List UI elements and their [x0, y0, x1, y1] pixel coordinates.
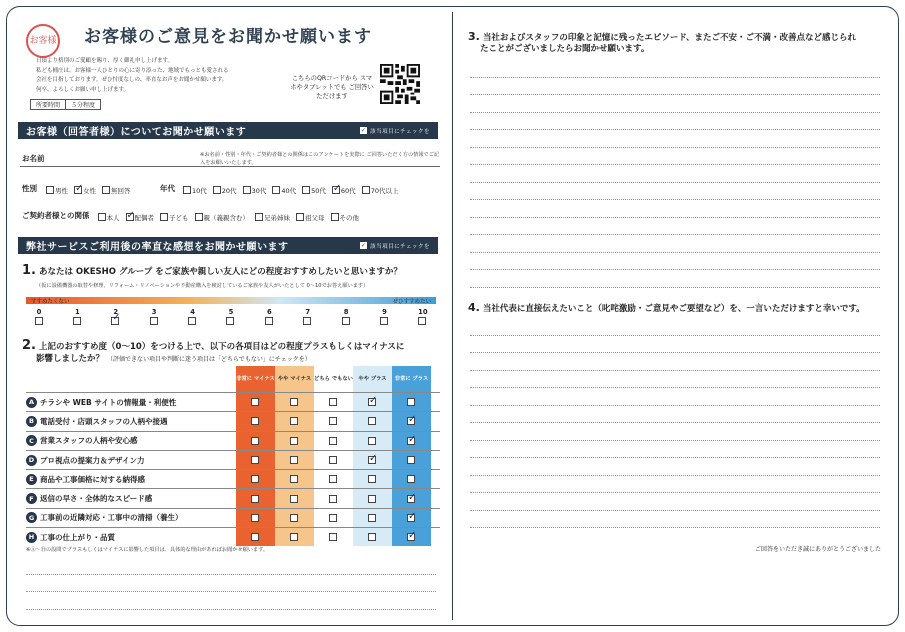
grid-checkbox[interactable]: [290, 514, 298, 522]
grid-cell[interactable]: [353, 432, 392, 450]
grid-row-label: [26, 397, 236, 408]
relation-label: ご契約者様との関係: [22, 211, 90, 220]
item-letter-icon: F: [26, 493, 37, 504]
grid-checkbox[interactable]: [368, 475, 376, 483]
relation-checkbox[interactable]: [255, 213, 263, 221]
grid-checkbox[interactable]: [290, 495, 298, 503]
gender-option[interactable]: [102, 186, 131, 195]
section-title: お客様（回答者様）についてお聞かせ願います: [26, 127, 247, 138]
grid-cell[interactable]: [236, 509, 275, 527]
grid-checkbox[interactable]: [329, 417, 337, 425]
section-note: 該当項目にチェックを: [370, 128, 430, 135]
nps-option[interactable]: [254, 308, 284, 325]
grid-cell[interactable]: [392, 451, 431, 469]
age-option-label: 10代: [192, 186, 207, 195]
question-2-line2: [36, 352, 311, 364]
gender-option-label: 女性: [83, 186, 96, 195]
nps-checkbox[interactable]: [111, 317, 119, 325]
relation-option[interactable]: [98, 213, 120, 222]
name-field[interactable]: [20, 166, 440, 167]
nps-checkbox[interactable]: [226, 317, 234, 325]
grid-row: [26, 431, 440, 450]
grid-row-label: [26, 416, 236, 427]
question-3: [468, 31, 888, 55]
age-checkbox[interactable]: [302, 186, 310, 194]
grid-cell[interactable]: [236, 489, 275, 507]
relation-checkbox[interactable]: [296, 213, 304, 221]
grid-checkbox[interactable]: [329, 475, 337, 483]
nps-number: 1: [75, 308, 80, 316]
answer-line[interactable]: [470, 270, 880, 288]
grid-checkbox[interactable]: [407, 437, 415, 445]
age-option-label: 20代: [221, 186, 237, 195]
relation-checkbox[interactable]: [195, 213, 203, 221]
question-4: [468, 302, 888, 315]
nps-options: [24, 308, 438, 325]
checkbox-icon: ✓: [360, 127, 367, 134]
answer-line[interactable]: [470, 148, 880, 166]
gender-option-label: 無回答: [111, 186, 131, 195]
grid-cell[interactable]: [392, 393, 431, 411]
age-option[interactable]: [243, 186, 267, 195]
nps-option[interactable]: [408, 308, 438, 325]
grid-checkbox[interactable]: [290, 475, 298, 483]
answer-line[interactable]: [470, 318, 880, 336]
item-text: 工事前の近隣対応・工事中の清掃（養生）: [40, 513, 183, 523]
nps-option[interactable]: [370, 308, 400, 325]
nps-checkbox[interactable]: [188, 317, 196, 325]
grid-cell[interactable]: [314, 393, 353, 411]
grid-cell[interactable]: [236, 432, 275, 450]
answer-line[interactable]: [470, 476, 880, 494]
relation-option[interactable]: [296, 213, 325, 222]
question-2: [22, 338, 404, 353]
grid-cell[interactable]: [236, 412, 275, 430]
item-text: 返信の早さ・全体的なスピード感: [40, 494, 153, 504]
gender-checkbox[interactable]: [46, 186, 54, 194]
nps-number: 9: [382, 308, 387, 316]
answer-line[interactable]: [26, 592, 436, 610]
gender-row: [22, 179, 137, 198]
grid-row-label: [26, 474, 236, 485]
grid-checkbox[interactable]: [329, 514, 337, 522]
grid-checkbox[interactable]: [407, 495, 415, 503]
age-option[interactable]: [332, 186, 356, 195]
grid-row-label: [26, 512, 236, 523]
nps-checkbox[interactable]: [380, 317, 388, 325]
section-feedback-header: [18, 237, 438, 254]
grid-cell[interactable]: [353, 393, 392, 411]
scale-high-label: ぜひすすめたい: [392, 298, 431, 305]
age-option[interactable]: [302, 186, 326, 195]
grid-row: [26, 527, 440, 546]
grid-checkbox[interactable]: [329, 437, 337, 445]
nps-option[interactable]: [101, 308, 131, 325]
item-letter-icon: D: [26, 455, 37, 466]
grid-row: [26, 392, 440, 411]
intro-line: 日頃より格別のご愛顧を賜り、厚く御礼申し上げます。: [36, 58, 174, 64]
intro-line: 何卒、よろしくお願い申し上げます。: [36, 86, 130, 93]
grid-cell[interactable]: [275, 451, 314, 469]
relation-checkbox[interactable]: [160, 213, 168, 221]
checkbox-icon: ✓: [360, 242, 367, 249]
item-letter-icon: C: [26, 435, 37, 446]
grid-checkbox[interactable]: [290, 456, 298, 464]
question-text: たことがございましたらお聞かせ願います。: [480, 44, 650, 54]
grid-header-cell: やや マイナス: [275, 366, 314, 392]
relation-option-label: その他: [339, 213, 359, 222]
grid-header: [26, 366, 440, 392]
grid-cell[interactable]: [275, 470, 314, 488]
age-checkbox[interactable]: [243, 186, 251, 194]
item-letter-icon: A: [26, 397, 37, 408]
grid-cell[interactable]: [236, 470, 275, 488]
age-label: 年代: [160, 184, 175, 193]
answer-line[interactable]: [470, 458, 880, 476]
age-checkbox[interactable]: [272, 186, 280, 194]
relation-checkbox[interactable]: [331, 213, 339, 221]
nps-number: 3: [151, 308, 157, 316]
grid-checkbox[interactable]: [251, 437, 259, 445]
grid-cell[interactable]: [314, 509, 353, 527]
qr-instructions: こちらのQRコードから スマホやタブレットでも ご回答いただけます: [290, 75, 374, 100]
grid-checkbox[interactable]: [290, 533, 298, 541]
grid-cell[interactable]: [392, 528, 431, 546]
grid-row-label: [26, 435, 236, 446]
grid-header-cell: どちら でもない: [314, 366, 353, 392]
grid-row: [26, 469, 440, 488]
grid-checkbox[interactable]: [407, 398, 415, 406]
relation-option-label: 子ども: [169, 213, 189, 222]
answer-line[interactable]: [470, 130, 880, 148]
nps-checkbox[interactable]: [150, 317, 158, 325]
scale-low-label: すすめたくない: [31, 298, 70, 305]
q4-answer-lines[interactable]: [470, 318, 880, 528]
answer-line[interactable]: [470, 218, 880, 236]
grid-checkbox[interactable]: [251, 495, 259, 503]
grid-cell[interactable]: [275, 509, 314, 527]
age-checkbox[interactable]: [362, 186, 370, 194]
age-option[interactable]: [213, 186, 237, 195]
grid-cell[interactable]: [314, 528, 353, 546]
nps-checkbox[interactable]: [342, 317, 350, 325]
grid-cell[interactable]: [392, 489, 431, 507]
answer-line[interactable]: [470, 336, 880, 354]
grid-checkbox[interactable]: [368, 456, 376, 464]
answer-line[interactable]: [26, 557, 436, 575]
grid-checkbox[interactable]: [368, 398, 376, 406]
item-text: プロ視点の提案力＆デザイン力: [40, 455, 145, 465]
answer-line[interactable]: [470, 165, 880, 183]
item-text: 営業スタッフの人柄や安心感: [40, 436, 138, 446]
question-text: 当社およびスタッフの印象と記憶に残ったエピソード、またご不安・ご不満・改善点など感じられ: [482, 33, 857, 43]
gender-option[interactable]: [74, 186, 96, 195]
question-text: あなたは OKESHO グループ をご家族や親しい友人にどの程度おすすめしたいと思いますか？: [38, 267, 402, 277]
question-1: [22, 263, 402, 278]
grid-row: [26, 450, 440, 469]
closing-message: ご回答をいただき誠にありがとうございました: [754, 546, 881, 553]
item-letter-icon: G: [26, 512, 37, 523]
item-letter-icon: B: [26, 416, 37, 427]
answer-line[interactable]: [470, 406, 880, 424]
answer-line[interactable]: [470, 113, 880, 131]
grid-checkbox[interactable]: [407, 514, 415, 522]
answer-line[interactable]: [470, 60, 880, 78]
age-option[interactable]: [272, 186, 296, 195]
answer-line[interactable]: [470, 78, 880, 96]
time-label: 所要時間: [31, 100, 66, 109]
relation-option-label: 配偶者: [134, 213, 154, 222]
grid-cell[interactable]: [353, 451, 392, 469]
grid-header-cell: 非常に マイナス: [236, 366, 275, 392]
gender-option-label: 男性: [55, 186, 68, 195]
grid-cell[interactable]: [275, 489, 314, 507]
grid-cell[interactable]: [314, 489, 353, 507]
nps-option[interactable]: [24, 308, 54, 325]
question-1-sub: （仮に設備機器の取替や修理、リフォーム・リノベーションや不動産購入を検討しているご家族や友人がいたとして 0～10でお答え願います）: [36, 283, 369, 289]
nps-number: 7: [305, 308, 311, 316]
grid-cell[interactable]: [275, 412, 314, 430]
section-customer-info-header: [18, 122, 438, 139]
q3-answer-lines[interactable]: [470, 60, 880, 288]
grid-cell[interactable]: [353, 509, 392, 527]
grid-checkbox[interactable]: [251, 417, 259, 425]
grid-row: [26, 411, 440, 430]
nps-number: 4: [190, 308, 195, 316]
nps-option[interactable]: [178, 308, 208, 325]
grid-row: [26, 508, 440, 527]
intro-line: 会社を目指しております。ぜひ忖度なしの、率直なお声をお聞かせ願います。: [36, 77, 228, 84]
grid-header-cell: 非常に プラス: [392, 366, 431, 392]
answer-line[interactable]: [470, 388, 880, 406]
age-option[interactable]: [183, 186, 207, 195]
nps-checkbox[interactable]: [303, 317, 311, 325]
grid-checkbox[interactable]: [251, 514, 259, 522]
grid-cell[interactable]: [314, 412, 353, 430]
grid-checkbox[interactable]: [251, 533, 259, 541]
nps-number: 8: [343, 308, 349, 316]
age-option-label: 30代: [251, 186, 267, 195]
question-text: 上記のおすすめ度（0～10）をつける上で、以下の各項目はどの程度プラスもしくはマイナスに: [38, 342, 405, 352]
item-text: チラシや WEB サイトの情報量・利便性: [40, 397, 177, 407]
grid-checkbox[interactable]: [290, 417, 298, 425]
qr-code-icon[interactable]: [380, 64, 420, 104]
grid-cell[interactable]: [275, 432, 314, 450]
question-text: 当社代表に直接伝えたいこと（叱咤激励・ご意見やご要望など）を、一言いただけますと幸いです。: [482, 304, 865, 314]
gender-option[interactable]: [46, 186, 68, 195]
grid-checkbox[interactable]: [251, 475, 259, 483]
grid-cell[interactable]: [353, 489, 392, 507]
nps-number: 10: [418, 308, 428, 316]
gender-label: 性別: [22, 184, 37, 193]
section-note: 該当項目にチェックを: [370, 243, 430, 250]
age-row: [160, 179, 404, 198]
age-option[interactable]: [362, 186, 399, 195]
grid-row-label: [26, 455, 236, 466]
nps-option[interactable]: [293, 308, 323, 325]
grid-cell[interactable]: [392, 509, 431, 527]
grid-row-label: [26, 532, 236, 543]
grid-cell[interactable]: [392, 432, 431, 450]
question-number: 2.: [22, 338, 36, 353]
grid-cell[interactable]: [353, 412, 392, 430]
answer-line[interactable]: [470, 183, 880, 201]
grid-checkbox[interactable]: [368, 533, 376, 541]
name-label: お名前: [22, 154, 45, 163]
relation-checkbox[interactable]: [98, 213, 106, 221]
grid-cell[interactable]: [236, 451, 275, 469]
answer-line[interactable]: [470, 493, 880, 511]
grid-checkbox[interactable]: [329, 398, 337, 406]
grid-cell[interactable]: [275, 393, 314, 411]
item-letter-icon: H: [26, 532, 37, 543]
nps-number: 5: [228, 308, 234, 316]
section-title: 弊社サービスご利用後の率直な感想をお聞かせ願います: [26, 242, 289, 253]
nps-option[interactable]: [62, 308, 92, 325]
name-note: ※お名前・性別・年代・ご契約者様との関係はこのアンケートを実際に ご回答いただく方の情報でご記入をお願いいたします。: [200, 152, 440, 166]
grid-checkbox[interactable]: [368, 495, 376, 503]
grid-cell[interactable]: [353, 528, 392, 546]
relation-option-label: 祖父母: [305, 213, 325, 222]
nps-checkbox[interactable]: [418, 317, 426, 325]
item-letter-icon: E: [26, 474, 37, 485]
relation-option[interactable]: [126, 213, 155, 222]
grid-cell[interactable]: [236, 393, 275, 411]
item-text: 工事の仕上がり・品質: [40, 532, 115, 542]
answer-line[interactable]: [26, 575, 436, 593]
nps-number: 0: [36, 308, 42, 316]
grid-checkbox[interactable]: [407, 456, 415, 464]
grid-checkbox[interactable]: [329, 495, 337, 503]
answer-line[interactable]: [470, 511, 880, 529]
answer-line[interactable]: [470, 200, 880, 218]
grid-cell[interactable]: [275, 528, 314, 546]
grid-note: ※Ⓐ～Ⓗの設問でプラスもしくはマイナスに影響した項目は、具体的な理由があればお聞かせ願います。: [26, 547, 269, 553]
relation-checkbox[interactable]: [126, 213, 134, 221]
nps-checkbox[interactable]: [265, 317, 273, 325]
grid-checkbox[interactable]: [290, 437, 298, 445]
age-option-label: 70代以上: [370, 186, 399, 195]
time-value: ５分程度: [71, 102, 96, 109]
question-number: 4.: [468, 301, 480, 314]
grid-cell[interactable]: [392, 412, 431, 430]
gender-checkbox[interactable]: [74, 186, 82, 194]
answer-line[interactable]: [470, 441, 880, 459]
relation-option[interactable]: [160, 213, 189, 222]
question-text: 影響しましたか？: [36, 354, 105, 364]
nps-option[interactable]: [139, 308, 169, 325]
answer-line[interactable]: [470, 371, 880, 389]
grid-checkbox[interactable]: [368, 417, 376, 425]
grid-checkbox[interactable]: [407, 417, 415, 425]
intro-text: [36, 57, 296, 95]
grid-header-cell: やや プラス: [353, 366, 392, 392]
nps-number: 6: [266, 308, 272, 316]
relation-option-label: 親（義親含む）: [203, 213, 249, 222]
answer-line[interactable]: [470, 423, 880, 441]
grid-row-label: [26, 493, 236, 504]
relation-option[interactable]: [195, 213, 250, 222]
answer-line[interactable]: [470, 95, 880, 113]
answer-line[interactable]: [470, 353, 880, 371]
item-text: 電話受付・店頭スタッフの人柄や接遇: [40, 416, 168, 426]
recommend-scale-bar: [26, 297, 436, 304]
answer-line[interactable]: [470, 235, 880, 253]
grid-checkbox[interactable]: [329, 456, 337, 464]
nps-option[interactable]: [331, 308, 361, 325]
time-required-box: [30, 99, 101, 110]
item-text: 商品や工事価格に対する納得感: [40, 474, 145, 484]
question-number: 1.: [22, 263, 36, 278]
gender-checkbox[interactable]: [102, 186, 110, 194]
grid-checkbox[interactable]: [251, 456, 259, 464]
grid-checkbox[interactable]: [368, 514, 376, 522]
question-number: 3.: [468, 30, 480, 43]
age-option-label: 60代: [340, 186, 356, 195]
grid-cell[interactable]: [236, 528, 275, 546]
grid-checkbox[interactable]: [329, 533, 337, 541]
relation-row: [22, 206, 365, 225]
grid-cell[interactable]: [353, 470, 392, 488]
grid-checkbox[interactable]: [251, 398, 259, 406]
age-checkbox[interactable]: [183, 186, 191, 194]
nps-checkbox[interactable]: [73, 317, 81, 325]
relation-option-label: 兄弟姉妹: [264, 213, 290, 222]
intro-line: 私ども桶庄は、お客様一人ひとりの心に寄り添った、地域でもっとも愛される: [36, 67, 229, 74]
relation-option[interactable]: [331, 213, 360, 222]
grid-checkbox[interactable]: [290, 398, 298, 406]
grid-checkbox[interactable]: [368, 437, 376, 445]
age-option-label: 50代: [311, 186, 326, 195]
company-seal: お客様: [26, 24, 60, 58]
answer-line[interactable]: [470, 253, 880, 271]
nps-checkbox[interactable]: [35, 317, 43, 325]
question-sub: （評価できない項目や判断に迷う項目は「どちらでもない」にチェックを）: [106, 356, 311, 363]
relation-option[interactable]: [255, 213, 290, 222]
age-checkbox[interactable]: [332, 186, 340, 194]
grid-cell[interactable]: [314, 470, 353, 488]
influence-grid: [26, 366, 440, 546]
grid-checkbox[interactable]: [407, 475, 415, 483]
reason-lines[interactable]: [26, 557, 436, 610]
page-divider: [452, 12, 453, 620]
page-title: お客様のご意見をお聞かせ願います: [84, 27, 372, 47]
nps-option[interactable]: [216, 308, 246, 325]
grid-cell[interactable]: [314, 432, 353, 450]
grid-cell[interactable]: [314, 451, 353, 469]
grid-checkbox[interactable]: [407, 533, 415, 541]
age-checkbox[interactable]: [213, 186, 221, 194]
grid-row: [26, 488, 440, 507]
age-option-label: 40代: [281, 186, 297, 195]
grid-cell[interactable]: [392, 470, 431, 488]
relation-option-label: 本人: [106, 213, 120, 222]
